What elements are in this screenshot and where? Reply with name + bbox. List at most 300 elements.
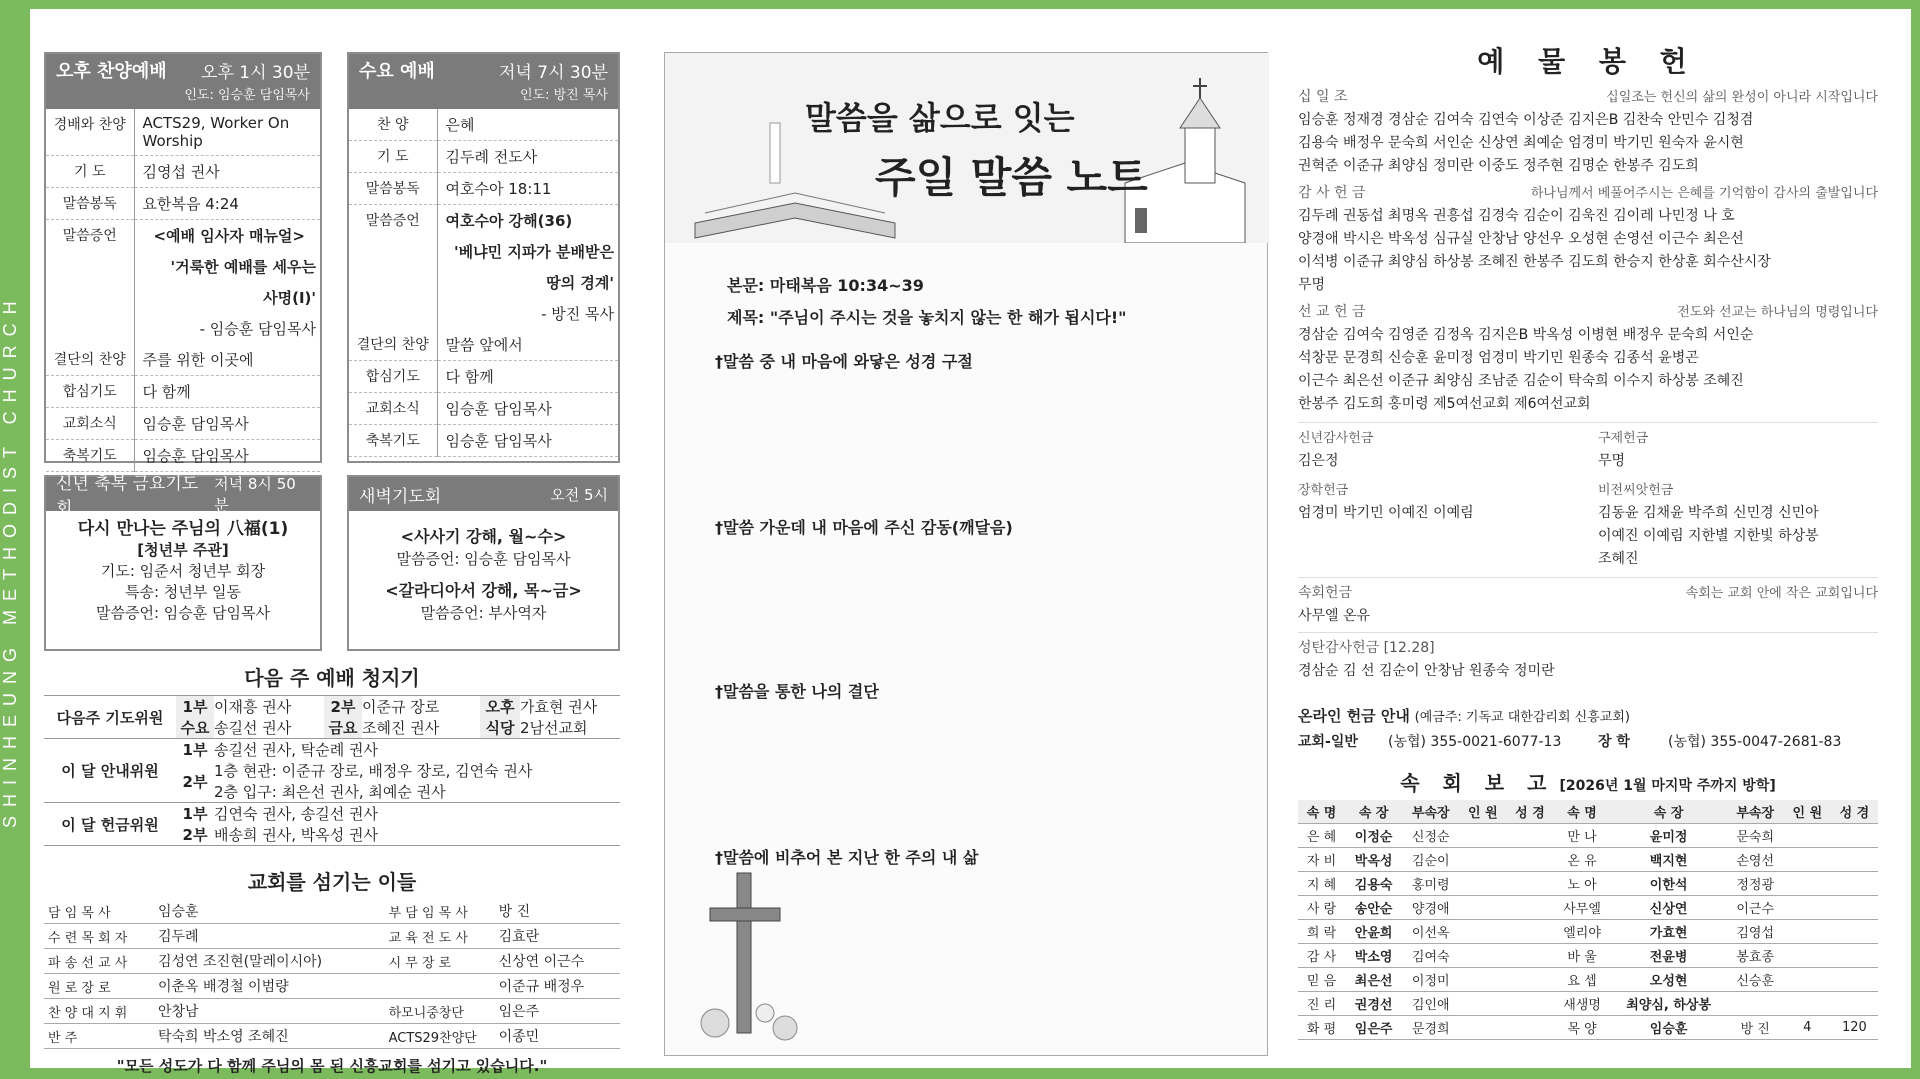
order-row [349,236,618,267]
order-label: 기 도 [46,156,134,188]
order-value: '거룩한 예배를 세우는 [170,258,316,276]
cell-value: 이근수 [1727,896,1784,920]
staff-role: 찬 양 대 지 휘 [44,999,154,1024]
cell-header: 인 원 [1459,800,1506,824]
stewards-title: 다음 주 예배 청지기 [244,666,420,690]
cell-value: 김인애 [1402,992,1459,1016]
order-row [46,344,320,376]
cell-value: 안윤희 [1345,920,1402,944]
thanks-label: 감 사 헌 금 [1298,185,1366,201]
staff-section [44,866,620,1076]
slot-person: 배송희 권사, 박옥성 권사 [214,826,378,844]
afternoon-time: 오후 1시 30분 [201,62,310,83]
cell-value: 감 사 [1298,944,1345,968]
order-label [46,282,134,313]
church-name-vertical: SHINHEUNG METHODIST CHURCH [0,292,20,828]
order-row [349,425,618,457]
cell-value: 손영선 [1727,848,1784,872]
vision-label: 비전씨앗헌금 [1598,483,1674,498]
account-label-general: 교회-일반 [1298,734,1358,750]
cell-value [1831,920,1878,944]
order-row [46,109,320,156]
cell-value [1506,944,1553,968]
note-question-3: †말씀을 통한 나의 결단 [715,682,879,701]
staff-name: 신상연 이근수 [495,949,620,974]
slot-label: 2부 [182,826,208,844]
cell-value: 만 나 [1553,824,1610,848]
mission-line: 경삼순 김여숙 김영준 김정옥 김지은B 박옥성 이병현 배정우 문숙희 서인순 [1298,327,1754,343]
slot-label: 1부 [182,805,208,823]
cell-value [1784,992,1831,1016]
cell-value: 김여숙 [1402,944,1459,968]
cell-value [1784,824,1831,848]
thanks-line: 무명 [1298,277,1326,293]
online-holder: (예금주: 기독교 대한감리회 신흥교회) [1414,710,1630,725]
cell-offering-motto: 속회는 교회 안에 작은 교회입니다 [1685,586,1878,601]
stewards-section [44,662,620,846]
cell-value: 이정미 [1402,968,1459,992]
cell-header: 속 장 [1345,800,1402,824]
cell-value [1459,1016,1506,1040]
order-value: 여호수아 18:11 [437,173,618,205]
cell-value: 윤미정 [1611,824,1727,848]
cell-value: 요 셉 [1553,968,1610,992]
online-title: 온라인 헌금 안내 [1298,707,1410,725]
order-label: 말씀증언 [46,220,134,252]
cell-report-title: 속 회 보 고 [1400,771,1555,795]
cell-value [1506,848,1553,872]
order-row [349,109,618,141]
cell-offering-label: 속회헌금 [1298,585,1353,601]
slot-label: 오후 [480,696,520,718]
order-label: 말씀봉독 [349,173,437,205]
dawn-prayer-box [347,475,620,651]
order-label: 축복기도 [46,440,134,472]
cell-value: 사 랑 [1298,896,1345,920]
dawn-time: 오전 5시 [550,485,608,504]
afternoon-order-table [46,109,320,472]
thanks-line: 이석병 이준규 최양심 하상봉 조혜진 한봉주 김도희 한승지 한상훈 회수산시장 [1298,254,1771,270]
wednesday-title: 수요 예배 [359,61,435,82]
slot-label: 금요 [324,717,362,739]
order-row [46,156,320,188]
cell-row [1298,992,1878,1016]
slot-label: 수요 [176,717,214,739]
cell-row [1298,872,1878,896]
cell-value: 화 평 [1298,1016,1345,1040]
order-row [349,267,618,298]
cell-value: 120 [1831,1016,1878,1040]
thanks-motto: 하나님께서 베풀어주시는 은혜를 기억함이 감사의 출발입니다 [1530,186,1878,201]
afternoon-worship-box [44,52,322,463]
afternoon-lead: 인도: 임승훈 담임목사 [46,84,320,109]
tithe-label: 십 일 조 [1298,89,1348,105]
scripture-label: 본문: [727,276,765,295]
cell-value: 새생명 [1553,992,1610,1016]
order-row [349,141,618,173]
relief-names: 무명 [1598,453,1626,469]
staff-role: ACTS29찬양단 [385,1024,495,1049]
cell-value: 문숙희 [1727,824,1784,848]
cell-value: 믿 음 [1298,968,1345,992]
order-label [349,267,437,298]
relief-label: 구제헌금 [1598,431,1649,446]
cell-header: 부속장 [1727,800,1784,824]
tithe-line: 김용숙 배정우 문숙희 서인순 신상연 최예순 엄경미 박기민 원숙자 윤시현 [1298,135,1744,151]
sermon-subject-label: 제목: [727,308,765,327]
cell-value: 최은선 [1345,968,1402,992]
cell-value [1831,872,1878,896]
cell-value: 4 [1784,1016,1831,1040]
friday-special: 특송: 청년부 일동 [124,583,242,601]
cell-value: 바 울 [1553,944,1610,968]
order-row [46,282,320,313]
staff-row [44,949,620,974]
order-value: 김두례 전도사 [437,141,618,173]
cell-value: 박소영 [1345,944,1402,968]
cell-value [1506,824,1553,848]
cell-value: 전윤병 [1611,944,1727,968]
cell-value: 희 락 [1298,920,1345,944]
slot-person: 2남선교회 [520,719,588,737]
staff-role [385,974,495,999]
cell-value [1506,920,1553,944]
order-label: 말씀봉독 [46,188,134,220]
friday-host: [청년부 주관] [137,541,229,559]
slot-person: 조혜진 권사 [362,719,440,737]
prayer-committee-label: 다음주 기도위원 [44,696,176,739]
order-label [349,236,437,267]
cell-report-table [1298,800,1878,1040]
cell-value: 신상연 [1611,896,1727,920]
xmas-label: 성탄감사헌금 [12.28] [1298,632,1878,660]
guide-committee-label: 이 달 안내위원 [44,739,176,803]
order-label: 합심기도 [349,361,437,393]
staff-row [44,924,620,949]
offering-committee-label: 이 달 헌금위원 [44,803,176,846]
stewards-table [44,695,620,846]
account-number-general: (농협) 355-0021-6077-13 [1388,734,1562,750]
cell-value: 임승훈 [1611,1016,1727,1040]
cell-offering-names: 사무엘 온유 [1298,608,1371,624]
order-value: 김영섭 권사 [134,156,320,188]
mission-line: 석창문 문경희 신승훈 윤미정 엄경미 박기민 원종숙 김종석 윤병곤 [1298,350,1699,366]
cell-value: 홍미령 [1402,872,1459,896]
cell-value: 이선옥 [1402,920,1459,944]
offering-section [1298,40,1878,1040]
slot-person: 송길선 권사 [214,719,292,737]
wednesday-lead: 인도: 방진 목사 [349,84,618,109]
cell-value [1506,1016,1553,1040]
order-value: ACTS29, Worker On Worship [134,109,320,156]
dawn-preacher2: 말씀증언: 부사역자 [420,604,547,622]
staff-name: 김효란 [495,924,620,949]
order-label [349,298,437,329]
dawn-series2: <갈라디아서 강해, 목~금> [385,581,582,600]
mission-line: 이근수 최은선 이준규 최양심 조남준 김순이 탁숙희 이수지 하상봉 조혜진 [1298,373,1744,389]
cell-value: 정정광 [1727,872,1784,896]
order-value: '베냐민 지파가 분배받은 [454,243,614,261]
order-row [349,298,618,329]
order-label [46,313,134,344]
staff-row [44,899,620,924]
cell-value: 임은주 [1345,1016,1402,1040]
order-value: 말씀 앞에서 [437,329,618,361]
cell-value: 백지현 [1611,848,1727,872]
staff-name: 안창남 [154,999,385,1024]
order-row [46,440,320,472]
order-row [349,173,618,205]
vision-names-1: 김동윤 김채윤 박주희 신민경 신민아 [1598,505,1819,521]
slot-person: 이재흥 권사 [214,698,292,716]
account-label-scholar: 장 학 [1598,734,1630,750]
cell-value [1506,992,1553,1016]
staff-name: 탁숙희 박소영 조혜진 [154,1024,385,1049]
note-title-line2: 주일 말씀 노트 [875,153,1148,202]
staff-role: 담 임 목 사 [44,899,154,924]
cell-value: 권경선 [1345,992,1402,1016]
afternoon-title: 오후 찬양예배 [56,61,167,82]
scholar-label: 장학헌금 [1298,483,1349,498]
order-value: 사명(Ⅰ)' [263,289,316,307]
wednesday-worship-box [347,52,620,463]
order-label [46,251,134,282]
cell-value [1459,824,1506,848]
staff-role: 파 송 선 교 사 [44,949,154,974]
cell-row [1298,1016,1878,1040]
slot-label: 1부 [182,741,208,759]
cell-value: 김순이 [1402,848,1459,872]
order-row [349,205,618,237]
slot-person: 김연숙 권사, 송길선 권사 [214,805,378,823]
thanks-line: 양경애 박시은 박옥성 심규실 안창남 양선우 오성현 손영선 이근수 최은선 [1298,231,1744,247]
slot-person: 가효현 권사 [520,698,598,716]
order-label: 축복기도 [349,425,437,457]
cell-value: 가효현 [1611,920,1727,944]
note-question-1: †말씀 중 내 마음에 와닿은 성경 구절 [715,352,973,371]
cell-value [1831,968,1878,992]
cell-header-row [1298,800,1878,824]
staff-motto: "모든 성도가 다 함께 주님의 몸 된 신흥교회를 섬기고 있습니다." [116,1057,548,1075]
cell-value [1459,944,1506,968]
cell-value: 최양심, 하상봉 [1611,992,1727,1016]
dawn-title: 새벽기도회 [359,486,442,507]
order-label: 결단의 찬양 [349,329,437,361]
cell-value: 목 양 [1553,1016,1610,1040]
mission-label: 선 교 헌 금 [1298,304,1366,320]
staff-role: 반 주 [44,1024,154,1049]
cell-value: 자 비 [1298,848,1345,872]
newyear-names: 김은정 [1298,453,1339,469]
cell-value: 봉효종 [1727,944,1784,968]
mission-motto: 전도와 선교는 하나님의 명령입니다 [1677,305,1878,320]
scripture-reference: 마태복음 10:34~39 [769,276,924,295]
order-row [46,251,320,282]
slot-label: 1부 [176,696,214,718]
tithe-line: 권혁준 이준규 최양심 정미란 이중도 정주현 김명순 한봉주 김도희 [1298,158,1699,174]
cell-value: 오성현 [1611,968,1727,992]
cell-value [1459,968,1506,992]
cell-value: 지 혜 [1298,872,1345,896]
cell-value: 송안순 [1345,896,1402,920]
friday-preacher: 말씀증언: 임승훈 담임목사 [96,604,270,622]
slot-person: 이준규 장로 [362,698,440,716]
order-row [46,408,320,440]
staff-role: 교 육 전 도 사 [385,924,495,949]
cell-value: 양경애 [1402,896,1459,920]
online-offering [1298,705,1878,751]
order-label: 경배와 찬양 [46,109,134,156]
staff-role: 수 련 목 회 자 [44,924,154,949]
cell-value: 문경희 [1402,1016,1459,1040]
order-value: - 임승훈 담임목사 [199,320,316,338]
friday-theme: 다시 만나는 주님의 八福(1) [77,519,289,539]
order-value: 다 함께 [437,361,618,393]
staff-name: 방 진 [495,899,620,924]
order-value: 임승훈 담임목사 [134,440,320,472]
newyear-label: 신년감사헌금 [1298,431,1374,446]
cell-value: 온 유 [1553,848,1610,872]
staff-name: 이종민 [495,1024,620,1049]
cell-value [1831,848,1878,872]
sermon-subject: "주님이 주시는 것을 놓치지 않는 한 해가 됩시다!" [769,308,1127,327]
cell-value [1784,968,1831,992]
cell-value [1459,920,1506,944]
thanks-line: 김두례 권동섭 최명옥 권흥섭 김경숙 김순이 김욱진 김이레 나민정 나 호 [1298,208,1735,224]
order-value: 여호수아 강해(36) [445,212,573,230]
note-title-line1: 말씀을 삶으로 잇는 [805,99,1075,137]
order-label: 찬 양 [349,109,437,141]
cell-header: 성 경 [1506,800,1553,824]
staff-name: 임승훈 [154,899,385,924]
cell-value: 박옥성 [1345,848,1402,872]
note-question-2: †말씀 가운데 내 마음에 주신 감동(깨달음) [715,518,1013,537]
order-label: 기 도 [349,141,437,173]
order-value: 다 함께 [134,376,320,408]
order-value: <예배 임사자 매뉴얼> [153,227,305,245]
order-value: 요한복음 4:24 [134,188,320,220]
cell-value: 진 리 [1298,992,1345,1016]
cell-value [1459,896,1506,920]
account-number-scholar: (농협) 355-0047-2681-83 [1668,734,1842,750]
staff-name: 김성연 조진현(말레이시아) [154,949,385,974]
slot-person: 1층 현관: 이준규 장로, 배정우 장로, 김연숙 권사 [214,762,533,780]
staff-row [44,999,620,1024]
cell-value: 이한석 [1611,872,1727,896]
cell-value: 김영섭 [1727,920,1784,944]
cell-value [1459,872,1506,896]
cell-row [1298,848,1878,872]
staff-row [44,1024,620,1049]
staff-title: 교회를 섬기는 이들 [247,870,417,894]
cross-flowers-illustration [675,853,835,1053]
cell-value [1831,896,1878,920]
cell-value [1784,896,1831,920]
cell-value [1784,872,1831,896]
cell-header: 성 경 [1831,800,1878,824]
dawn-preacher1: 말씀증언: 임승훈 담임목사 [396,550,571,568]
order-value: 은혜 [437,109,618,141]
staff-role: 원 로 장 로 [44,974,154,999]
cell-value [1506,968,1553,992]
cell-value [1831,824,1878,848]
cell-value [1831,944,1878,968]
cell-header: 속 명 [1298,800,1345,824]
friday-title: 신년 축복 금요기도회 [56,474,199,519]
cell-value [1831,992,1878,1016]
staff-name: 이준규 배정우 [495,974,620,999]
order-label: 교회소식 [46,408,134,440]
wednesday-order-table [349,109,618,457]
order-row [46,188,320,220]
cell-header: 인 원 [1784,800,1831,824]
order-label: 교회소식 [349,393,437,425]
scholar-names: 엄경미 박기민 이예진 이예림 [1298,505,1474,521]
slot-label: 2부 [324,696,362,718]
note-question-4: †말씀에 비추어 본 지난 한 주의 내 삶 [715,848,979,867]
tithe-motto: 십일조는 헌신의 삶의 완성이 아니라 시작입니다 [1606,90,1878,105]
cell-row [1298,944,1878,968]
order-value: 임승훈 담임목사 [437,393,618,425]
order-row [349,329,618,361]
order-row [349,361,618,393]
friday-time: 저녁 8시 50분 [214,475,296,514]
cell-row [1298,896,1878,920]
cell-value: 엘리야 [1553,920,1610,944]
order-row [46,376,320,408]
vision-names-3: 조혜진 [1598,551,1639,567]
dawn-series1: <사사기 강해, 월~수> [400,527,567,546]
cell-header: 속 명 [1553,800,1610,824]
cell-report-period: [2026년 1월 마지막 주까지 방학] [1559,778,1776,794]
slot-person: 송길선 권사, 탁순례 권사 [214,741,378,759]
staff-row [44,974,620,999]
vision-names-2: 이예진 이예림 지한별 지한빛 하상봉 [1598,528,1819,544]
friday-prayer: 기도: 임준서 청년부 회장 [100,562,266,580]
staff-name: 김두례 [154,924,385,949]
order-value: 임승훈 담임목사 [134,408,320,440]
slot-person: 2층 입구: 최은선 권사, 최예순 권사 [214,783,446,801]
order-label: 말씀증언 [349,205,437,237]
staff-role: 하모니중창단 [385,999,495,1024]
staff-role: 부 담 임 목 사 [385,899,495,924]
thanks-names [1298,205,1878,297]
staff-table [44,899,620,1049]
order-row [46,313,320,344]
cell-value [1506,872,1553,896]
cell-value [1459,992,1506,1016]
offering-title: 예 물 봉 헌 [1477,45,1699,78]
order-value: 땅의 경계' [546,274,614,292]
cell-header: 부속장 [1402,800,1459,824]
order-value: - 방진 목사 [541,305,614,323]
cell-value: 이정순 [1345,824,1402,848]
cell-header: 속 장 [1611,800,1727,824]
friday-prayer-box [44,475,322,651]
staff-name: 이춘옥 배경철 이범량 [154,974,385,999]
slot-label: 식당 [480,717,520,739]
cell-value: 신승훈 [1727,968,1784,992]
cell-value [1784,848,1831,872]
xmas-names: 경삼순 김 선 김순이 안창남 원종숙 정미란 [1298,663,1555,679]
staff-name: 임은주 [495,999,620,1024]
cell-value: 신정순 [1402,824,1459,848]
cell-row [1298,968,1878,992]
wednesday-time: 저녁 7시 30분 [499,62,608,83]
mission-names [1298,324,1878,416]
cell-row [1298,824,1878,848]
cell-value: 은 혜 [1298,824,1345,848]
